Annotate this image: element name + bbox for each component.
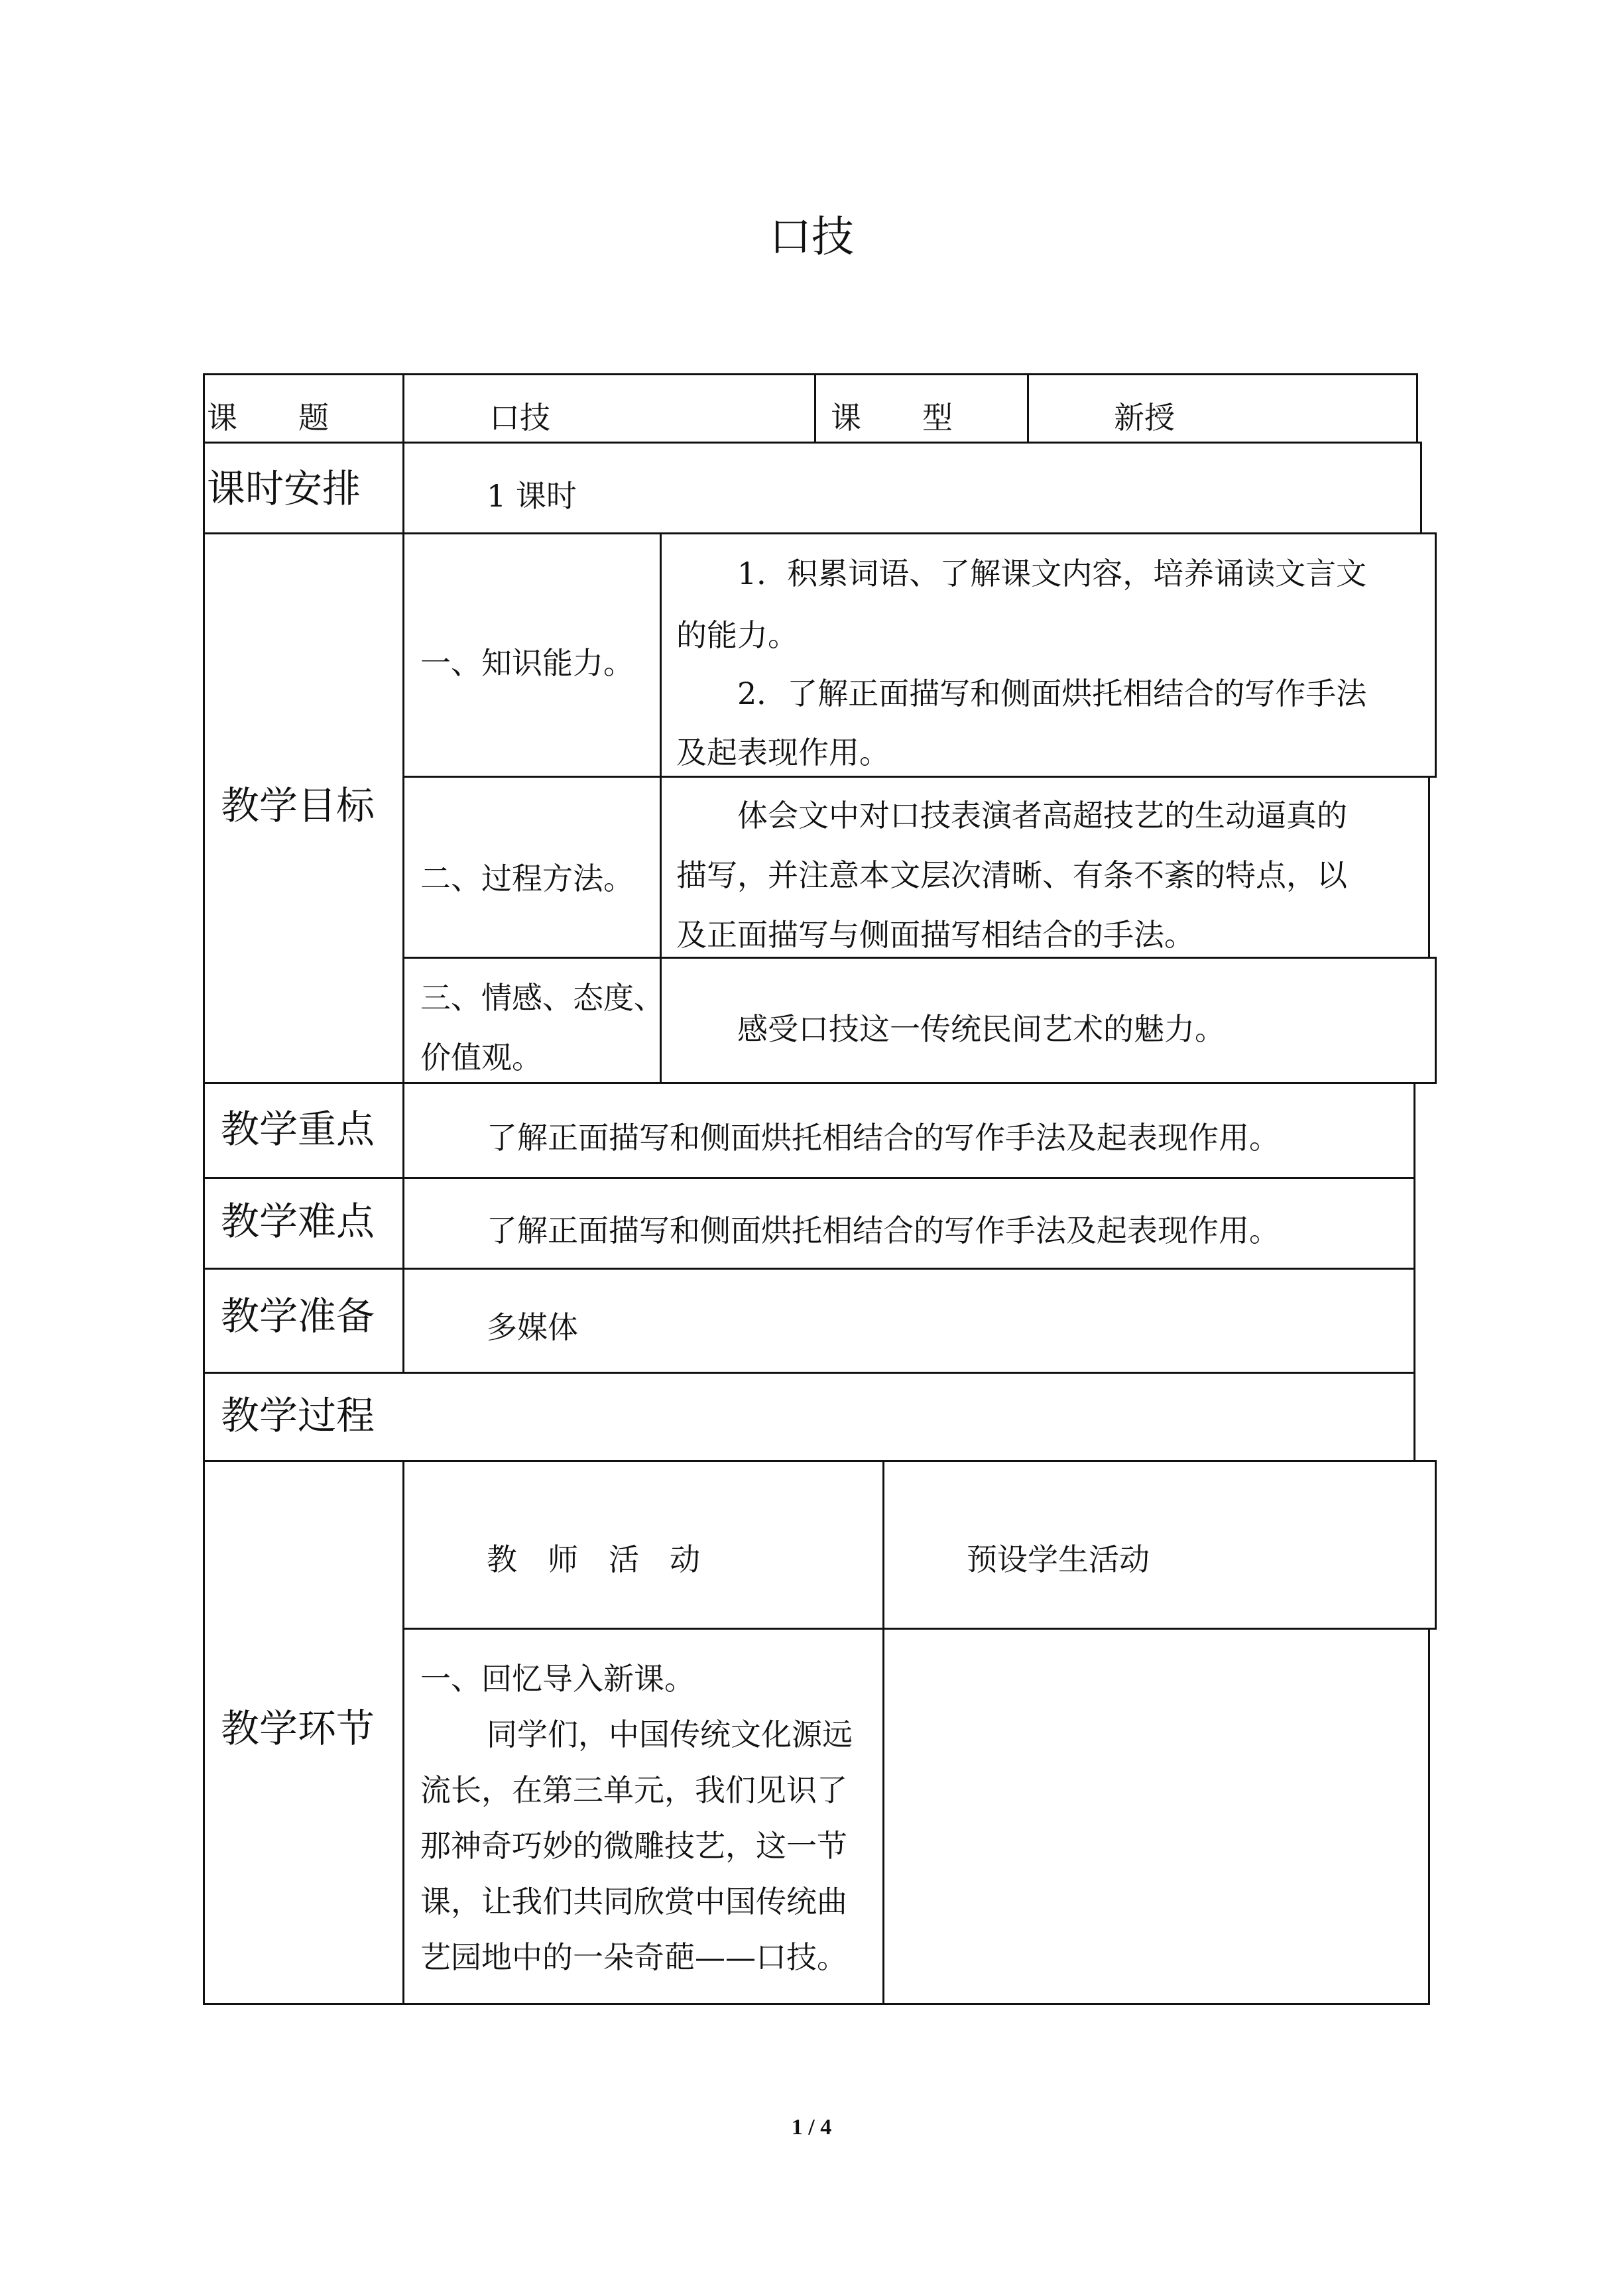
objective-1-line-4: 及起表现作用。 (676, 735, 890, 770)
objective-1-label: 一、知识能力。 (420, 645, 634, 681)
type-value: 新授 (1114, 400, 1175, 436)
objective-1-line-1: 1．积累词语、了解课文内容，培养诵读文言文 (737, 556, 1367, 591)
teacher-activity-header: 教 师 活 动 (487, 1541, 700, 1577)
objective-2-line-1: 体会文中对口技表演者高超技艺的生动逼真的 (737, 798, 1347, 833)
objective-2-label: 二、过程方法。 (420, 861, 634, 896)
page-title: 口技 (769, 213, 854, 262)
topic-label: 课 题 (207, 400, 329, 436)
page-number: 1 / 4 (791, 2115, 832, 2140)
teacher-line-6: 艺园地中的一朵奇葩——口技。 (420, 1939, 847, 1975)
objective-2-line-3: 及正面描写与侧面描写相结合的手法。 (676, 917, 1195, 953)
student-header-cell (882, 1460, 1437, 1630)
schedule-value: 1 课时 (487, 478, 577, 514)
objective-3-label-line-1: 三、情感、态度、 (420, 980, 664, 1016)
student-activity-cell (882, 1628, 1430, 2005)
type-label: 课 型 (831, 400, 953, 436)
topic-value-cell (402, 373, 816, 444)
student-activity-header: 预设学生活动 (967, 1541, 1150, 1577)
schedule-label: 课时安排 (207, 466, 361, 511)
key-point-value: 了解正面描写和侧面烘托相结合的写作手法及起表现作用。 (487, 1120, 1280, 1156)
objective-1-line-2: 的能力。 (676, 617, 798, 653)
objective-3-label-line-2: 价值观。 (420, 1040, 542, 1075)
objective-1-line-3: 2．了解正面描写和侧面烘托相结合的写作手法 (737, 676, 1367, 711)
teacher-line-5: 课，让我们共同欣赏中国传统曲 (420, 1884, 847, 1919)
topic-value: 口技 (489, 400, 550, 436)
objective-3-text: 感受口技这一传统民间艺术的魅力。 (737, 1011, 1225, 1047)
key-point-label: 教学重点 (221, 1107, 375, 1152)
steps-label: 教学环节 (221, 1706, 375, 1751)
process-label: 教学过程 (221, 1393, 375, 1438)
preparation-value: 多媒体 (487, 1309, 578, 1345)
teacher-line-1: 一、回忆导入新课。 (420, 1661, 695, 1697)
type-value-cell (1027, 373, 1418, 444)
difficulty-value: 了解正面描写和侧面烘托相结合的写作手法及起表现作用。 (487, 1213, 1280, 1248)
teacher-line-3: 流长，在第三单元，我们见识了 (420, 1772, 847, 1808)
teacher-line-2: 同学们，中国传统文化源远 (487, 1717, 853, 1752)
preparation-label: 教学准备 (221, 1294, 375, 1339)
objective-2-line-2: 描写，并注意本文层次清晰、有条不紊的特点，以 (676, 857, 1347, 893)
teacher-line-4: 那神奇巧妙的微雕技艺，这一节 (420, 1828, 847, 1864)
difficulty-label: 教学难点 (221, 1199, 375, 1244)
process-cell (203, 1372, 1415, 1462)
objectives-label: 教学目标 (221, 783, 375, 828)
